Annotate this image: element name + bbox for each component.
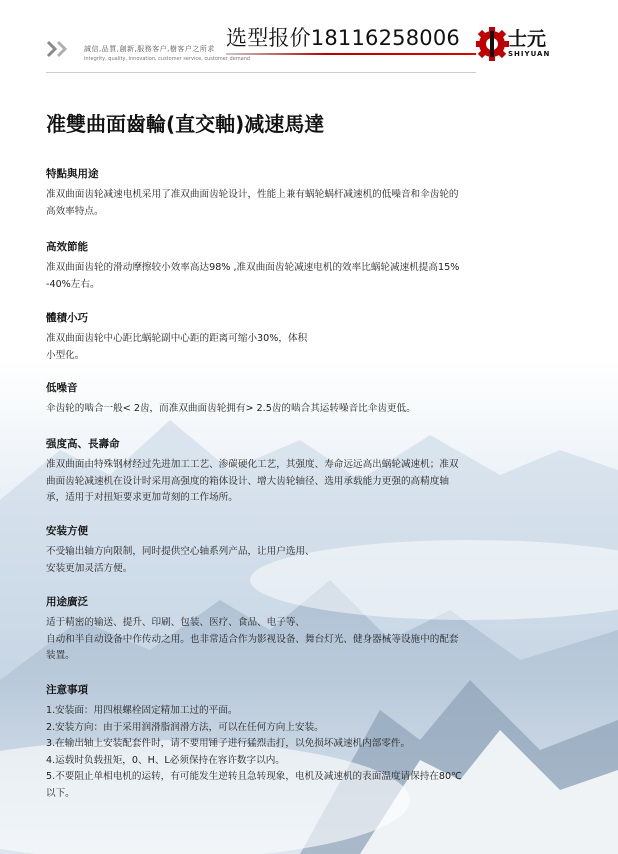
slogan-chinese: 誠信,品質,創新,服務客户,樹客户之所求 — [84, 45, 215, 53]
section-heading: 高效節能 — [46, 241, 88, 253]
text-line: 自动和半自动设备中作传动之用。也非常适合作为影视设备、舞台灯光、健身器械等设施中的配套 — [46, 633, 459, 645]
text-line: -40%左右。 — [46, 278, 100, 290]
text-line: 伞齿轮的啮合一般< 2齿，而准双曲面齿轮拥有> 2.5齿的啮合其运转噪音比伞齿更低。 — [46, 403, 416, 414]
page-title: 准雙曲面齒輪(直交軸)减速馬達 — [46, 112, 325, 136]
text-line: 装置。 — [46, 650, 75, 661]
section-body — [46, 703, 566, 802]
section-body — [46, 260, 566, 293]
section-body — [46, 401, 566, 418]
section-installation — [46, 523, 566, 577]
section-precautions — [46, 682, 566, 802]
section-efficiency — [46, 239, 566, 293]
section-heading: 體積小巧 — [46, 312, 88, 324]
section-body — [46, 544, 566, 577]
section-strength — [46, 436, 566, 507]
list-item: 3.在输出轴上安装配套件时，请不要用锤子进行猛烈击打，以免损坏减速机内部零件。 — [46, 738, 411, 749]
text-line: 适于精密的输送、提升、印刷、包装、医疗、食品、电子等、 — [46, 617, 306, 628]
header-gray-divider — [46, 72, 476, 73]
text-line: 曲面齿轮减速机在设计时采用高强度的箱体设计、增大齿轮轴径、选用承载能力更强的高精度轴 — [46, 475, 449, 487]
section-heading: 低噪音 — [46, 382, 78, 394]
text-line: 承，适用于对扭矩要求更加苛刻的工作场所。 — [46, 492, 238, 503]
list-item: 以下。 — [46, 787, 75, 799]
section-body — [46, 331, 566, 364]
text-line: 准双曲面齿轮减速电机采用了准双曲面齿轮设计，性能上兼有蜗轮蜗杆减速机的低噪音和伞齿轮的 — [46, 189, 459, 200]
logo-text-english: SHIYUAN — [508, 50, 551, 58]
section-heading: 安装方便 — [46, 525, 88, 537]
section-body — [46, 187, 566, 220]
text-line: 安装更加灵活方便。 — [46, 562, 133, 574]
list-item: 1.安装面：用四根螺栓固定精加工过的平面。 — [46, 705, 238, 716]
text-line: 准双曲面齿轮中心距比蜗轮副中心距的距离可缩小30%，体积 — [46, 333, 308, 344]
list-item: 5.不要阻止单相电机的运转，有可能发生逆转且急转现象，电机及减速机的表面温度请保持在80℃ — [46, 771, 462, 782]
section-heading: 强度高、長壽命 — [46, 438, 120, 450]
text-line: 准双曲面齿轮的滑动摩擦较小效率高达98% ,准双曲面齿轮减速电机的效率比蜗轮减速机提高15% — [46, 262, 460, 273]
section-heading: 特點與用途 — [46, 168, 99, 180]
section-heading: 用途廣泛 — [46, 596, 88, 608]
logo-text-chinese: 士元 — [508, 28, 547, 50]
section-body — [46, 457, 566, 507]
section-compact — [46, 310, 566, 364]
section-applications — [46, 594, 566, 665]
list-item: 4.运载时负载扭矩，0、H、L必须保持在容许数字以内。 — [46, 754, 285, 766]
text-line: 高效率特点。 — [46, 205, 104, 217]
double-chevron-icon — [46, 40, 74, 58]
section-features — [46, 166, 566, 220]
price-inquiry-phone: 选型报价18116258006 — [226, 26, 460, 50]
text-line: 不受输出轴方向限制，同时提供空心轴系列产品，让用户选用、 — [46, 546, 315, 557]
page-header — [0, 0, 618, 80]
header-red-divider — [226, 53, 476, 55]
text-line: 小型化。 — [46, 349, 85, 361]
list-item: 2.安装方向：由于采用润滑脂润滑方法，可以在任何方向上安装。 — [46, 721, 324, 733]
section-low-noise — [46, 380, 566, 418]
text-line: 准双曲面由特殊钢材经过先进加工工艺、渗碳硬化工艺，其强度、寿命远远高出蜗轮减速机；准双 — [46, 459, 459, 470]
slogan-english: integrity, quality, innovation, customer service, customer demand — [84, 56, 251, 62]
section-heading: 注意事項 — [46, 684, 88, 696]
section-body — [46, 615, 566, 665]
